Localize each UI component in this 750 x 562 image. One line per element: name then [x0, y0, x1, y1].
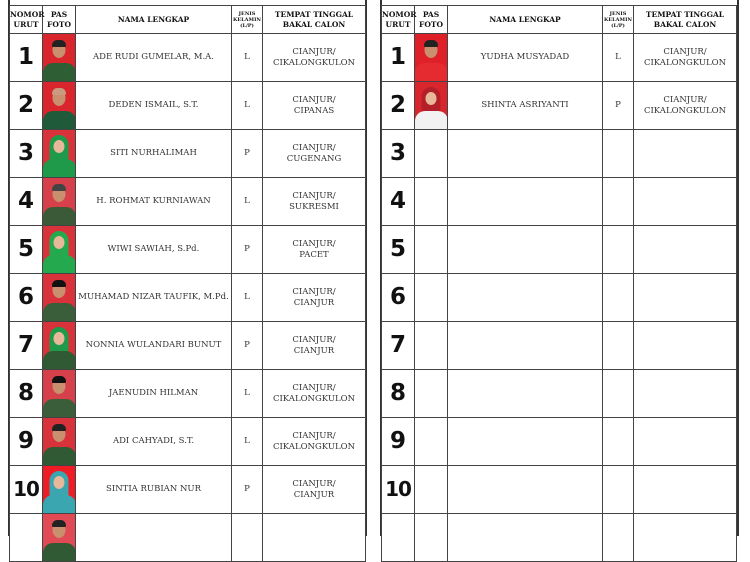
- candidate-row: [10, 418, 366, 466]
- pas-foto: [43, 34, 76, 82]
- jenis-kelamin: P: [232, 130, 263, 178]
- nomor-urut: 2: [382, 82, 415, 130]
- table-header: [10, 6, 366, 34]
- candidate-photo: [43, 82, 75, 129]
- candidate-photo: [43, 466, 75, 513]
- candidate-row: [382, 322, 737, 370]
- pas-foto: [415, 82, 448, 130]
- photo-body: [43, 207, 75, 225]
- nomor-urut: 8: [382, 370, 415, 418]
- tempat-tinggal: [634, 370, 737, 418]
- pas-foto: [415, 370, 448, 418]
- tempat-tinggal: [634, 226, 737, 274]
- candidate-row: [10, 34, 366, 82]
- tempat-line-1: CIANJUR/: [292, 334, 336, 345]
- candidate-row: [10, 82, 366, 130]
- nama-lengkap: NONNIA WULANDARI BUNUT: [76, 322, 232, 370]
- pas-foto: [43, 514, 76, 562]
- tempat-tinggal: [634, 130, 737, 178]
- nama-lengkap: DEDEN ISMAIL, S.T.: [76, 82, 232, 130]
- photo-hair: [52, 40, 66, 47]
- nomor-urut: 4: [382, 178, 415, 226]
- right-candidate-table: [381, 5, 737, 562]
- left-candidate-table: [9, 5, 366, 562]
- tempat-line-2: CIKALONGKULON: [643, 57, 727, 68]
- candidate-row: [10, 130, 366, 178]
- pas-foto: [43, 322, 76, 370]
- pas-foto: [43, 274, 76, 322]
- candidate-row: [382, 226, 737, 274]
- jenis-kelamin: P: [232, 322, 263, 370]
- tempat-line-1: CIANJUR/: [292, 430, 336, 441]
- tempat-tinggal: [263, 418, 366, 466]
- pas-foto: [415, 514, 448, 562]
- tempat-tinggal: [634, 274, 737, 322]
- photo-body: [43, 255, 75, 273]
- tempat-line-1: CIANJUR/: [292, 142, 336, 153]
- tempat-line-1: CIANJUR/: [663, 46, 707, 57]
- tempat-line-2: CUGENANG: [286, 153, 342, 164]
- candidate-photo: [43, 322, 75, 369]
- tempat-tinggal: [634, 82, 737, 130]
- jenis-kelamin: [603, 514, 634, 562]
- candidate-row: [382, 130, 737, 178]
- photo-face: [54, 140, 65, 153]
- photo-hair: [52, 376, 66, 383]
- candidate-row: [382, 178, 737, 226]
- nomor-urut: 4: [10, 178, 43, 226]
- jenis-kelamin: [603, 226, 634, 274]
- tempat-tinggal: [263, 322, 366, 370]
- nomor-urut: [382, 514, 415, 562]
- photo-body: [415, 111, 447, 129]
- photo-face: [54, 236, 65, 249]
- jenis-kelamin: [603, 370, 634, 418]
- jenis-kelamin: [603, 130, 634, 178]
- header-nomor: NOMOR URUT: [10, 6, 43, 34]
- tempat-tinggal: [634, 322, 737, 370]
- pas-foto: [43, 370, 76, 418]
- jenis-kelamin: [232, 514, 263, 562]
- tempat-tinggal: [263, 130, 366, 178]
- photo-body: [43, 399, 75, 417]
- tempat-tinggal: [634, 418, 737, 466]
- photo-hair: [424, 40, 438, 47]
- photo-face: [426, 92, 437, 105]
- header-nama: NAMA LENGKAP: [448, 6, 603, 34]
- tempat-line-2: SUKRESMI: [289, 201, 339, 212]
- jenis-kelamin: P: [603, 82, 634, 130]
- pas-foto: [43, 130, 76, 178]
- nomor-urut: 3: [10, 130, 43, 178]
- photo-body: [43, 447, 75, 465]
- candidate-row: [10, 370, 366, 418]
- pas-foto: [415, 34, 448, 82]
- pas-foto: [415, 274, 448, 322]
- nama-lengkap: [448, 322, 603, 370]
- candidate-row: [10, 226, 366, 274]
- candidate-photo: [43, 370, 75, 417]
- tempat-line-1: CIANJUR/: [292, 94, 336, 105]
- candidate-photo: [43, 274, 75, 321]
- pas-foto: [415, 322, 448, 370]
- jenis-kelamin: [603, 274, 634, 322]
- nama-lengkap: YUDHA MUSYADAD: [448, 34, 603, 82]
- tempat-tinggal: [263, 514, 366, 562]
- nomor-urut: 10: [382, 466, 415, 514]
- tempat-line-1: CIANJUR/: [663, 94, 707, 105]
- jenis-kelamin: P: [232, 466, 263, 514]
- tempat-line-2: CIKALONGKULON: [272, 57, 356, 68]
- photo-hair: [52, 184, 66, 191]
- candidate-photo: [43, 226, 75, 273]
- candidate-row: [10, 466, 366, 514]
- candidate-row: [10, 514, 366, 562]
- table-header: [382, 6, 737, 34]
- candidate-row: [382, 514, 737, 562]
- nama-lengkap: [448, 466, 603, 514]
- jenis-kelamin: L: [232, 370, 263, 418]
- header-nomor: NOMOR URUT: [382, 6, 415, 34]
- tempat-line-2: CIPANAS: [293, 105, 335, 116]
- candidate-row: [382, 34, 737, 82]
- candidate-row: [382, 466, 737, 514]
- nama-lengkap: MUHAMAD NIZAR TAUFIK, M.Pd.: [76, 274, 232, 322]
- nama-lengkap: SINTIA RUBIAN NUR: [76, 466, 232, 514]
- photo-hair: [52, 88, 66, 95]
- photo-body: [43, 351, 75, 369]
- jenis-kelamin: L: [232, 34, 263, 82]
- candidate-row: [382, 370, 737, 418]
- jenis-kelamin: L: [232, 82, 263, 130]
- tempat-line-1: CIANJUR/: [292, 286, 336, 297]
- header-jk: JENIS KELAMIN (L/P): [232, 6, 263, 34]
- nama-lengkap: [448, 514, 603, 562]
- photo-body: [43, 159, 75, 177]
- photo-body: [43, 111, 75, 129]
- tempat-line-2: CIKALONGKULON: [272, 393, 356, 404]
- nomor-urut: 5: [382, 226, 415, 274]
- photo-body: [43, 63, 75, 81]
- photo-hair: [52, 280, 66, 287]
- candidate-photo: [43, 34, 75, 81]
- nama-lengkap: H. ROHMAT KURNIAWAN: [76, 178, 232, 226]
- nomor-urut: 7: [10, 322, 43, 370]
- jenis-kelamin: [603, 178, 634, 226]
- nama-lengkap: JAENUDIN HILMAN: [76, 370, 232, 418]
- jenis-kelamin: L: [603, 34, 634, 82]
- nama-lengkap: SITI NURHALIMAH: [76, 130, 232, 178]
- nomor-urut: 6: [10, 274, 43, 322]
- nomor-urut: 3: [382, 130, 415, 178]
- tempat-line-1: CIANJUR/: [292, 382, 336, 393]
- nomor-urut: [10, 514, 43, 562]
- nama-lengkap: [76, 514, 232, 562]
- tempat-tinggal: [263, 34, 366, 82]
- nomor-urut: 7: [382, 322, 415, 370]
- nama-lengkap: [448, 178, 603, 226]
- nomor-urut: 8: [10, 370, 43, 418]
- photo-body: [43, 303, 75, 321]
- nama-lengkap: [448, 226, 603, 274]
- jenis-kelamin: [603, 466, 634, 514]
- nama-lengkap: ADE RUDI GUMELAR, M.A.: [76, 34, 232, 82]
- jenis-kelamin: [603, 322, 634, 370]
- photo-hair: [52, 520, 66, 527]
- tempat-tinggal: [263, 466, 366, 514]
- nomor-urut: 1: [10, 34, 43, 82]
- pas-foto: [43, 82, 76, 130]
- photo-body: [43, 495, 75, 513]
- pas-foto: [415, 418, 448, 466]
- tempat-line-2: CIKALONGKULON: [643, 105, 727, 116]
- nomor-urut: 5: [10, 226, 43, 274]
- nama-lengkap: WIWI SAWIAH, S.Pd.: [76, 226, 232, 274]
- nama-lengkap: [448, 130, 603, 178]
- pas-foto: [415, 178, 448, 226]
- nomor-urut: 2: [10, 82, 43, 130]
- nomor-urut: 9: [10, 418, 43, 466]
- candidate-photo: [43, 418, 75, 465]
- nomor-urut: 9: [382, 418, 415, 466]
- nama-lengkap: SHINTA ASRIYANTI: [448, 82, 603, 130]
- photo-hair: [52, 424, 66, 431]
- jenis-kelamin: L: [232, 178, 263, 226]
- pas-foto: [415, 130, 448, 178]
- pas-foto: [415, 466, 448, 514]
- tempat-tinggal: [634, 514, 737, 562]
- candidate-row: [10, 178, 366, 226]
- tempat-tinggal: [263, 82, 366, 130]
- photo-body: [415, 63, 447, 81]
- tempat-line-1: CIANJUR/: [292, 478, 336, 489]
- pas-foto: [415, 226, 448, 274]
- nomor-urut: 1: [382, 34, 415, 82]
- nomor-urut: 10: [10, 466, 43, 514]
- tempat-line-2: PACET: [299, 249, 329, 260]
- candidate-photo: [415, 82, 447, 129]
- pas-foto: [43, 418, 76, 466]
- tempat-line-1: CIANJUR/: [292, 190, 336, 201]
- jenis-kelamin: L: [232, 418, 263, 466]
- candidate-row: [10, 322, 366, 370]
- tempat-tinggal: [634, 466, 737, 514]
- candidate-photo: [415, 34, 447, 81]
- header-jk: JENIS KELAMIN (L/P): [603, 6, 634, 34]
- nama-lengkap: [448, 274, 603, 322]
- header-foto: PAS FOTO: [43, 6, 76, 34]
- header-tempat: TEMPAT TINGGAL BAKAL CALON: [263, 6, 366, 34]
- tempat-line-2: CIANJUR: [293, 297, 335, 308]
- candidate-photo: [43, 178, 75, 225]
- photo-face: [54, 476, 65, 489]
- jenis-kelamin: P: [232, 226, 263, 274]
- photo-face: [54, 332, 65, 345]
- photo-body: [43, 543, 75, 561]
- header-tempat: TEMPAT TINGGAL BAKAL CALON: [634, 6, 737, 34]
- tempat-tinggal: [263, 370, 366, 418]
- tempat-tinggal: [634, 34, 737, 82]
- pas-foto: [43, 466, 76, 514]
- candidate-row: [382, 82, 737, 130]
- header-nama: NAMA LENGKAP: [76, 6, 232, 34]
- candidate-photo: [43, 514, 75, 561]
- tempat-line-2: CIANJUR: [293, 345, 335, 356]
- nama-lengkap: [448, 370, 603, 418]
- candidate-row: [382, 418, 737, 466]
- candidate-row: [10, 274, 366, 322]
- tempat-tinggal: [263, 274, 366, 322]
- candidate-row: [382, 274, 737, 322]
- header-foto: PAS FOTO: [415, 6, 448, 34]
- tempat-line-1: CIANJUR/: [292, 46, 336, 57]
- jenis-kelamin: L: [232, 274, 263, 322]
- pas-foto: [43, 178, 76, 226]
- nama-lengkap: [448, 418, 603, 466]
- tempat-tinggal: [634, 178, 737, 226]
- nama-lengkap: ADI CAHYADI, S.T.: [76, 418, 232, 466]
- nomor-urut: 6: [382, 274, 415, 322]
- candidate-photo: [43, 130, 75, 177]
- jenis-kelamin: [603, 418, 634, 466]
- tempat-line-1: CIANJUR/: [292, 238, 336, 249]
- pas-foto: [43, 226, 76, 274]
- tempat-line-2: CIANJUR: [293, 489, 335, 500]
- tempat-tinggal: [263, 226, 366, 274]
- tempat-line-2: CIKALONGKULON: [272, 441, 356, 452]
- tempat-tinggal: [263, 178, 366, 226]
